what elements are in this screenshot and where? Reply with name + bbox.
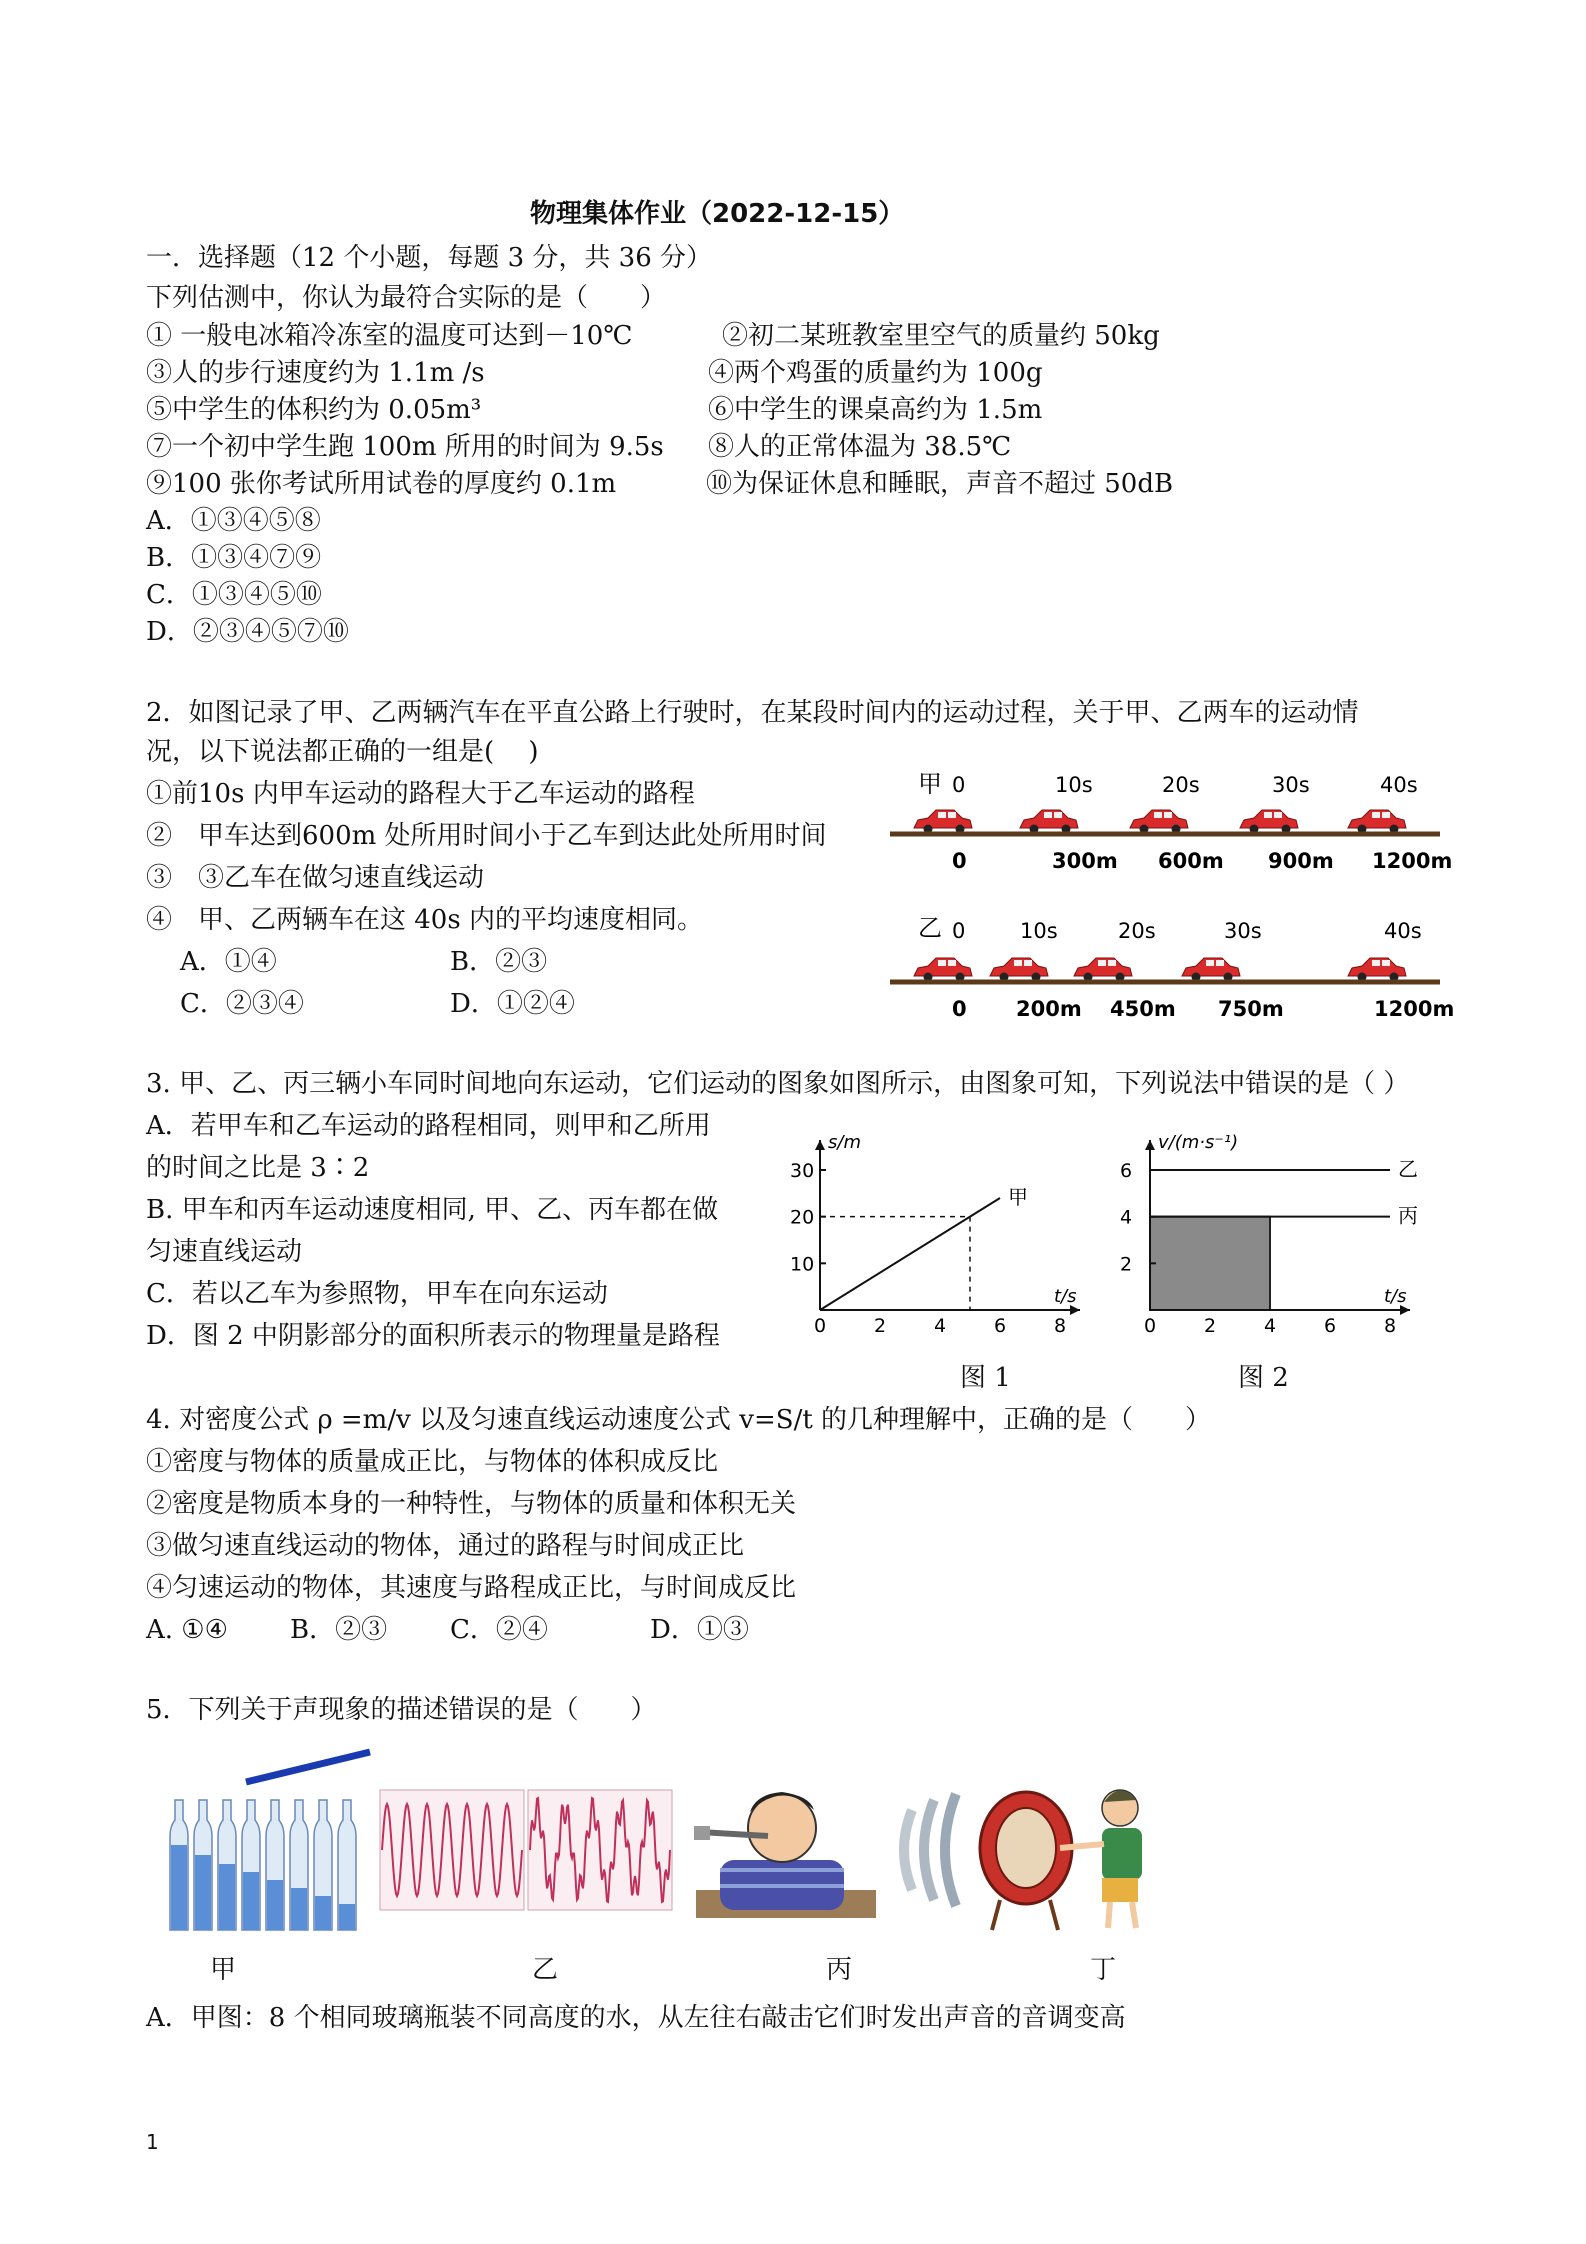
yi-time: 0 — [952, 919, 966, 943]
q1-item: ⑤中学生的体积约为 0.05m³ — [146, 395, 482, 425]
jia-time: 10s — [1055, 773, 1093, 797]
water-level — [267, 1880, 283, 1930]
y-tick-label: 30 — [790, 1160, 815, 1182]
car-icon — [914, 810, 972, 834]
q2-item: ①前10s 内甲车运动的路程大于乙车运动的路程 — [146, 779, 695, 809]
x-axis-label: t/s — [1054, 1286, 1077, 1307]
x-tick-label: 4 — [934, 1315, 947, 1337]
q2-option-a[interactable]: A．①④ — [180, 947, 277, 977]
q2-item: ④ 甲、乙两辆车在这 40s 内的平均速度相同。 — [146, 905, 703, 935]
q2-stem: 2．如图记录了甲、乙两辆汽车在平直公路上行驶时，在某段时间内的运动过程，关于甲、乙两车的运动情 — [146, 698, 1359, 728]
y-tick-label: 4 — [1120, 1206, 1133, 1229]
q5-option-a[interactable]: A．甲图：8 个相同玻璃瓶装不同高度的水，从左往右敲击它们时发出声音的音调变高 — [146, 2003, 1126, 2033]
jia-distance: 300m — [1052, 849, 1118, 873]
x-tick-label: 0 — [1144, 1315, 1157, 1337]
page-number: 1 — [146, 2130, 159, 2154]
yi-distance: 1200m — [1374, 997, 1455, 1021]
jia-distance: 900m — [1268, 849, 1334, 873]
car-icon — [1074, 958, 1132, 982]
q1-option-a[interactable]: A．①③④⑤⑧ — [146, 506, 321, 536]
yi-time: 40s — [1384, 919, 1422, 943]
fig2-caption: 图 2 — [1238, 1363, 1289, 1393]
q4-option-d[interactable]: D．①③ — [650, 1615, 749, 1645]
yi-time: 10s — [1020, 919, 1058, 943]
q5-figure-strip — [160, 1740, 1200, 1960]
y-tick-label: 10 — [790, 1253, 815, 1276]
yi-distance: 750m — [1218, 997, 1284, 1021]
q4-item: ①密度与物体的质量成正比，与物体的体积成反比 — [146, 1447, 719, 1477]
q2-option-b[interactable]: B．②③ — [450, 947, 548, 977]
x-tick-label: 4 — [1264, 1315, 1277, 1337]
yi-distance: 200m — [1016, 997, 1082, 1021]
jia-distance: 0 — [952, 849, 967, 873]
q3-option-c[interactable]: C．若以乙车为参照物，甲车在向东运动 — [146, 1279, 608, 1309]
jia-time: 0 — [952, 773, 966, 797]
q2-stem: 况，以下说法都正确的一组是( ) — [146, 737, 539, 767]
water-level — [339, 1904, 355, 1930]
mallet-icon — [246, 1752, 370, 1782]
x-tick-label: 8 — [1384, 1315, 1397, 1337]
drum-icon — [980, 1792, 1072, 1930]
q2-option-d[interactable]: D．①②④ — [450, 989, 575, 1019]
water-level — [243, 1872, 259, 1930]
q4-item: ②密度是物质本身的一种特性，与物体的质量和体积无关 — [146, 1489, 797, 1519]
q5-label-yi: 乙 — [532, 1955, 559, 1985]
q1-item: ④两个鸡蛋的质量约为 100g — [708, 358, 1043, 388]
q1-option-d[interactable]: D．②③④⑤⑦⑩ — [146, 617, 349, 647]
q3-option-b-cont: 匀速直线运动 — [146, 1237, 303, 1267]
series-label: 甲 — [1008, 1185, 1028, 1209]
q5-label-bing: 丙 — [826, 1955, 853, 1985]
yi-time: 30s — [1224, 919, 1262, 943]
x-axis-label: t/s — [1384, 1286, 1407, 1307]
y-tick-label: 6 — [1120, 1160, 1133, 1182]
water-level — [219, 1864, 235, 1930]
q3-option-a[interactable]: A．若甲车和乙车运动的路程相同，则甲和乙所用 — [146, 1111, 711, 1141]
x-tick-label: 6 — [1324, 1315, 1337, 1337]
q1-item: ③人的步行速度约为 1.1m /s — [146, 358, 485, 388]
yi-label: 乙 — [918, 914, 942, 942]
q1-item: ⑥中学生的课桌高约为 1.5m — [708, 395, 1043, 425]
series-line — [820, 1198, 1000, 1310]
q2-option-c[interactable]: C．②③④ — [180, 989, 304, 1019]
q1-option-c[interactable]: C．①③④⑤⑩ — [146, 580, 322, 610]
boy-bone-conduction-icon — [694, 1792, 876, 1918]
jia-distance: 1200m — [1372, 849, 1453, 873]
section-heading: 一．选择题（12 个小题，每题 3 分，共 36 分） — [146, 243, 713, 273]
y-axis-label: v/(m·s⁻¹) — [1158, 1132, 1239, 1153]
q2-car-figure — [890, 766, 1455, 1026]
q1-item: ⑦一个初中学生跑 100m 所用的时间为 9.5s — [146, 432, 664, 462]
y-axis-arrow — [1145, 1140, 1155, 1150]
yi-distance: 450m — [1110, 997, 1176, 1021]
q1-item: ②初二某班教室里空气的质量约 50kg — [722, 321, 1160, 351]
car-icon — [914, 958, 972, 982]
q2-item: ③ ③乙车在做匀速直线运动 — [146, 863, 485, 893]
car-icon — [1020, 810, 1078, 834]
q4-item: ④匀速运动的物体，其速度与路程成正比，与时间成反比 — [146, 1573, 797, 1603]
q4-option-c[interactable]: C．②④ — [450, 1615, 548, 1645]
jia-time: 40s — [1380, 773, 1418, 797]
yi-time: 20s — [1118, 919, 1156, 943]
q4-stem: 4. 对密度公式 ρ =m/v 以及匀速直线运动速度公式 v=S/t 的几种理解中，正确的是（ ） — [146, 1405, 1212, 1435]
car-icon — [1130, 810, 1188, 834]
water-level — [171, 1845, 187, 1930]
sound-wave-icon — [904, 1794, 956, 1906]
v-t-graph — [1110, 1130, 1440, 1350]
page-title: 物理集体作业（2022-12-15） — [530, 199, 905, 229]
q1-item: ⑨100 张你考试所用试卷的厚度约 0.1m — [146, 469, 617, 499]
q5-stem: 5．下列关于声现象的描述错误的是（ ） — [146, 1695, 657, 1725]
water-level — [291, 1888, 307, 1930]
car-icon — [1348, 810, 1406, 834]
q4-item: ③做匀速直线运动的物体，通过的路程与时间成正比 — [146, 1531, 745, 1561]
car-icon — [990, 958, 1048, 982]
x-tick-label: 2 — [874, 1315, 887, 1337]
shaded-area — [1150, 1217, 1270, 1310]
series-label: 乙 — [1398, 1157, 1418, 1181]
q4-option-a[interactable]: A. ①④ — [146, 1615, 228, 1645]
y-axis-arrow — [815, 1140, 825, 1150]
fig1-caption: 图 1 — [960, 1363, 1011, 1393]
yi-distance: 0 — [952, 997, 967, 1021]
q1-item: ⑩为保证休息和睡眠，声音不超过 50dB — [706, 469, 1174, 499]
y-axis-label: s/m — [828, 1132, 861, 1153]
s-t-graph — [780, 1130, 1110, 1350]
q1-item: ⑧人的正常体温为 38.5℃ — [708, 432, 1012, 462]
x-tick-label: 8 — [1054, 1315, 1067, 1337]
water-level — [195, 1855, 211, 1930]
car-icon — [1348, 958, 1406, 982]
jia-distance: 600m — [1158, 849, 1224, 873]
bottles-icon — [170, 1800, 356, 1930]
x-tick-label: 0 — [814, 1315, 827, 1337]
x-tick-label: 6 — [994, 1315, 1007, 1337]
q4-option-b[interactable]: B．②③ — [290, 1615, 388, 1645]
q3-stem: 3. 甲、乙、丙三辆小车同时间地向东运动，它们运动的图象如图所示，由图象可知，下列说法中错误的是（ ） — [146, 1069, 1410, 1099]
q3-option-d[interactable]: D．图 2 中阴影部分的面积所表示的物理量是路程 — [146, 1321, 720, 1351]
y-tick-label: 20 — [790, 1206, 815, 1229]
q1-option-b[interactable]: B．①③④⑦⑨ — [146, 543, 322, 573]
q3-option-a-cont: 的时间之比是 3∶2 — [146, 1153, 370, 1183]
q1-stem: 下列估测中，你认为最符合实际的是（ ） — [146, 283, 667, 313]
q2-item: ② 甲车达到600m 处所用时间小于乙车到达此处所用时间 — [146, 821, 827, 851]
jia-time: 20s — [1162, 773, 1200, 797]
q5-label-ding: 丁 — [1090, 1955, 1117, 1985]
q3-option-b[interactable]: B. 甲车和丙车运动速度相同, 甲、乙、丙车都在做 — [146, 1195, 719, 1225]
q1-item: ① 一般电冰箱冷冻室的温度可达到－10℃ — [146, 321, 633, 351]
q5-label-jia: 甲 — [210, 1955, 237, 1985]
car-icon — [1240, 810, 1298, 834]
jia-label: 甲 — [918, 770, 942, 798]
x-tick-label: 2 — [1204, 1315, 1217, 1337]
series-label: 丙 — [1398, 1203, 1418, 1228]
water-level — [315, 1896, 331, 1930]
y-tick-label: 2 — [1120, 1253, 1133, 1276]
jia-time: 30s — [1272, 773, 1310, 797]
car-icon — [1182, 958, 1240, 982]
